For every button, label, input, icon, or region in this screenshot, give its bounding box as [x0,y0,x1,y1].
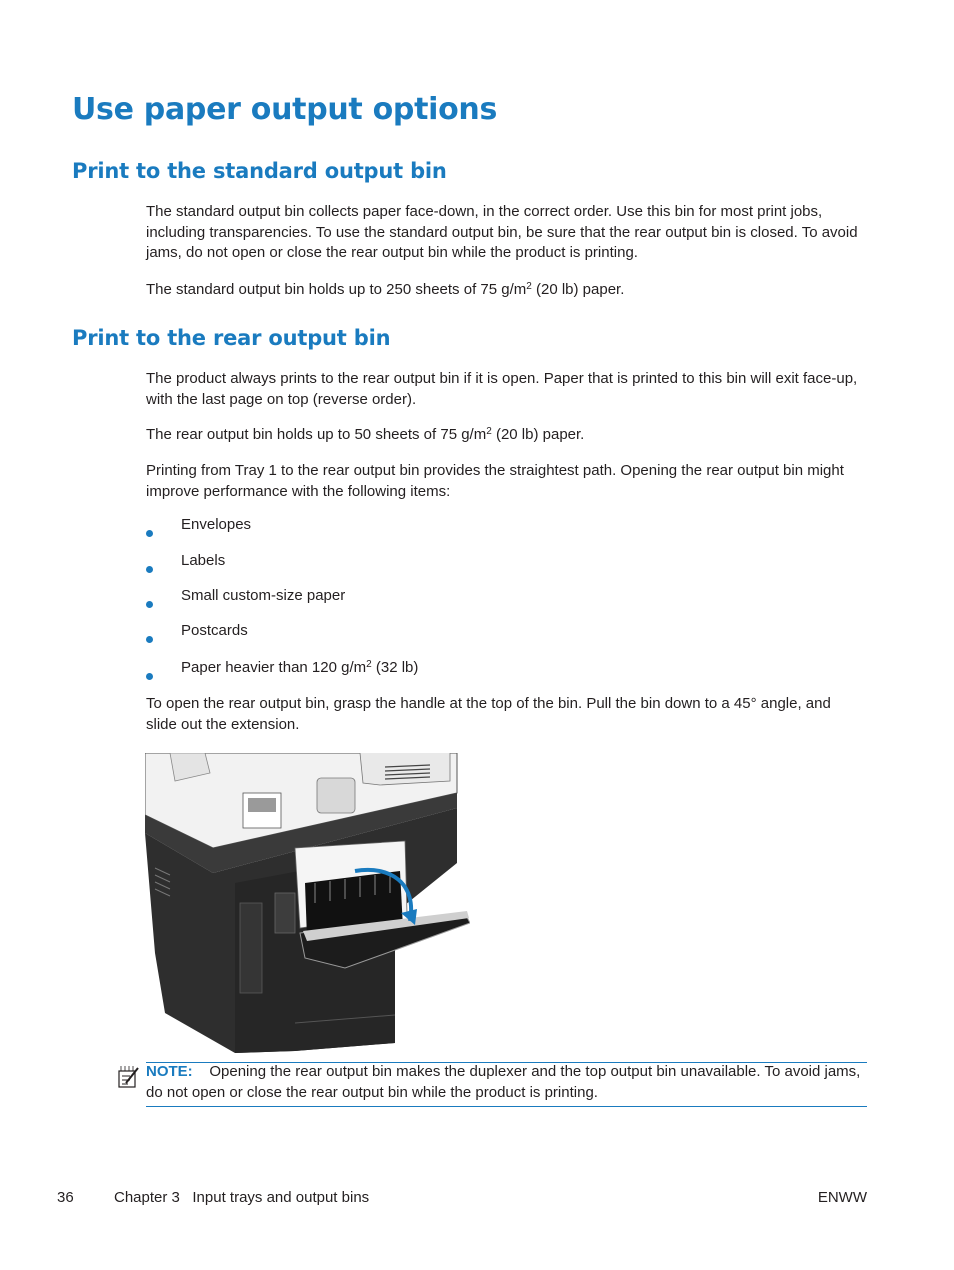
page-title: Use paper output options [72,92,498,127]
list-item: Small custom-size paper [181,587,346,604]
list-item [181,659,418,676]
bullet-icon [146,673,153,680]
open-rear-bin-instructions: To open the rear output bin, grasp the handle at the top of the bin. Pull the bin down to a 45° angle, and slide out the extension. [146,695,831,733]
bullet-icon [146,566,153,573]
note-label: NOTE: [146,1063,193,1080]
superscript: 2 [366,659,372,670]
note-icon [117,1065,141,1089]
capacity-text-end: (20 lb) paper. [531,281,625,298]
standard-bin-description: The standard output bin collects paper face-down, in the correct order. Use this bin for most print jobs, including transparencies. To use the standard output bin, be sure that the rear output bin is closed. To avoid jams, do not open or close the rear output bin while the product is printing. [146,203,858,261]
list-item: Labels [181,552,226,569]
capacity-text-end: (20 lb) paper. [491,426,585,443]
note-body: Opening the rear output bin makes the duplexer and the top output bin unavailable. To avoid jams, do not open or close the rear output bin while the product is printing. [146,1063,861,1101]
standard-bin-capacity [146,280,862,301]
note-bottom-rule [146,1106,867,1107]
rear-bin-description: The product always prints to the rear output bin if it is open. Paper that is printed to this bin will exit face-up, with the last page on top (reverse order). [146,370,858,408]
list-item: Envelopes [181,516,252,533]
printer-rear-bin-illustration [145,753,470,1053]
superscript: 2 [486,426,492,437]
list-item-text-end: (32 lb) [371,659,419,676]
capacity-text: The rear output bin holds up to 50 sheets of 75 g/m [146,426,487,443]
bullet-icon [146,601,153,608]
tray1-paragraph: Printing from Tray 1 to the rear output bin provides the straightest path. Opening the rear output bin might improve performance with the following items: [146,462,844,500]
section-heading-standard-bin: Print to the standard output bin [72,159,447,183]
bullet-icon [146,530,153,537]
bullet-icon [146,636,153,643]
list-item: Postcards [181,622,248,639]
page-number: 36 [57,1189,74,1206]
superscript: 2 [526,281,532,292]
rear-bin-capacity [146,425,862,446]
doc-code: ENWW [817,1189,867,1206]
note-text [146,1062,867,1103]
list-item-text: Paper heavier than 120 g/m [181,659,367,676]
chapter-title: Chapter 3 Input trays and output bins [114,1189,370,1206]
section-heading-rear-bin: Print to the rear output bin [72,326,391,350]
capacity-text: The standard output bin holds up to 250 sheets of 75 g/m [146,281,527,298]
